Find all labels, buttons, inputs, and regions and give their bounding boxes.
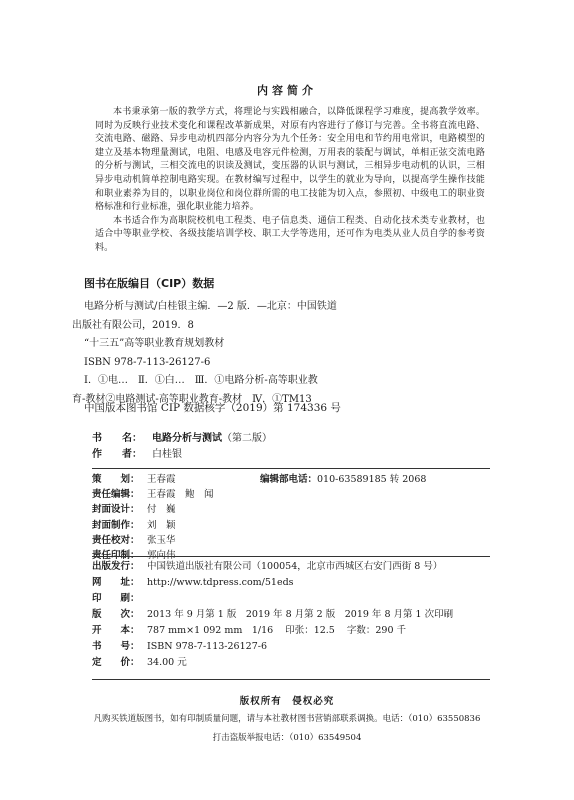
format-label: 开 本： <box>92 625 140 636</box>
designer-label: 封面设计： <box>92 504 140 516</box>
intro-paragraph-2: 本书适合作为高职院校机电工程类、电子信息类、通信工程类、自动化技术类专业教材，也适合中等职业学校、各级技能培训学校、职工大学等选用，还可作为电类从业人员自学的参考资料。 <box>95 215 485 253</box>
format-value: 787 mm×1 092 mm 1/16 <box>147 625 274 636</box>
words-value: 字数：290 千 <box>346 625 407 636</box>
intro-paragraph-1: 本书秉承第一版的教学方式，将理论与实践相融合，以降低课程学习难度，提高教学效率。同时为反映行业技术变化和课程改革新成果，对原有内容进行了修订与完善。全书将直流电路、交流电路、磁路、异步电动机四部分内容分为九个任务：安全用电和节约用电常识，电路模型的建立及基本物理量测试，电阻、电感及电容元件检测，万用表的装配与调试，单相正弦交流电路的分析与测试，三相交流电的识读及测试，变压器的认识与测试，三相异步电动机的认识，三相异步电动机简单控制电路实现。在教材编写过程中，以学生的就业为导向，以提高学生操作技能和职业素养为目的，以职业岗位和岗位群所需的电工技能为切入点，参照初、中级电工的职业资格标准和行业标准，强化职业能力培养。 <box>95 107 485 213</box>
cover-maker-name: 刘 颖 <box>147 519 176 531</box>
editorial-phone-label: 编辑部电话： <box>260 474 318 485</box>
publisher-value: 中国铁道出版社有限公司（100054，北京市西城区右安门西街 8 号） <box>147 561 443 572</box>
rights-heading: 版权所有 侵权必究 <box>239 696 335 707</box>
author-label: 作 者： <box>92 449 142 460</box>
divider <box>92 556 490 557</box>
staff-credits <box>92 472 490 563</box>
cip-line: “十三五”高等职业教育规划教材 <box>84 338 225 350</box>
book-title-label: 书 名： <box>92 433 142 444</box>
printing-row <box>92 591 490 607</box>
author-row <box>92 447 272 463</box>
cip-line: ISBN 978-7-113-26127-6 <box>84 356 211 368</box>
intro-body <box>95 106 485 256</box>
divider <box>92 679 490 680</box>
editorial-phone-number: 010-63589185 转 2068 <box>317 474 427 485</box>
proofreader-row <box>92 533 490 548</box>
edition-row <box>92 607 490 623</box>
editorial-phone <box>260 472 426 487</box>
price-value: 34.00 元 <box>147 657 187 668</box>
website-value: http://www.tdpress.com/51eds <box>147 577 294 588</box>
printing-label: 印 刷： <box>92 593 140 604</box>
author-name: 白桂银 <box>152 449 182 460</box>
designer-row <box>92 502 490 517</box>
isbn-row <box>92 639 490 655</box>
isbn-label: 书 号： <box>92 641 140 652</box>
editor-names: 王春霞 鲍 闻 <box>147 489 214 501</box>
format-row <box>92 623 490 639</box>
cover-maker-label: 封面制作： <box>92 519 140 531</box>
piracy-hotline: 打击盗版举报电话：（010）63549504 <box>212 733 362 743</box>
proofreader-label: 责任校对： <box>92 534 140 546</box>
designer-name: 付 巍 <box>147 504 176 516</box>
proofreader-name: 张玉华 <box>147 534 176 546</box>
publishing-info <box>92 559 490 671</box>
cip-line: 出版社有限公司，2019．8 <box>72 319 194 331</box>
editor-row <box>92 487 490 502</box>
planner-name: 王春霞 <box>147 474 176 485</box>
book-title: 电路分析与测试 <box>152 433 222 444</box>
book-title-row <box>92 431 272 447</box>
quality-notice: 凡购买铁道版图书，如有印制质量问题，请与本社教材图书营销部联系调换。电话：（010）63550836 <box>93 714 481 724</box>
cip-record-number: 中国版本图书馆 CIP 数据核字（2019）第 174336 号 <box>84 402 341 414</box>
cip-line: 育-教材②电路测试-高等职业教育-教材 Ⅳ．①TM13 <box>72 393 312 405</box>
planner-row <box>92 472 490 487</box>
isbn-value: ISBN 978-7-113-26127-6 <box>147 641 267 652</box>
cover-maker-row <box>92 518 490 533</box>
edition-value: 2013 年 9 月第 1 版 2019 年 8 月第 2 版 2019 年 8 月第 1 次印刷 <box>147 609 454 620</box>
book-info <box>92 431 272 463</box>
edition-label: 版 次： <box>92 609 140 620</box>
book-edition: （第二版） <box>222 433 272 444</box>
cip-heading: 图书在版编目（CIP）数据 <box>84 277 215 290</box>
printer-label: 责任印制： <box>92 550 140 562</box>
editor-label: 责任编辑： <box>92 489 140 501</box>
cip-line: 电路分析与测试/白桂银主编．—2 版．—北京：中国铁道 <box>84 301 337 312</box>
intro-heading: 内容简介 <box>257 84 317 97</box>
publisher-row <box>92 559 490 575</box>
sheets-value: 印张：12.5 <box>285 625 335 636</box>
price-row <box>92 655 490 671</box>
publisher-label: 出版发行： <box>92 561 140 572</box>
cip-entry <box>72 298 494 410</box>
price-label: 定 价： <box>92 657 140 668</box>
printer-name: 郭向伟 <box>147 550 176 562</box>
cip-line: Ⅰ．①电… Ⅱ．①白… Ⅲ．①电路分析-高等职业教 <box>84 375 318 387</box>
planner-label: 策 划： <box>92 474 140 485</box>
website-row <box>92 575 490 591</box>
website-label: 网 址： <box>92 577 140 588</box>
divider <box>92 468 490 469</box>
